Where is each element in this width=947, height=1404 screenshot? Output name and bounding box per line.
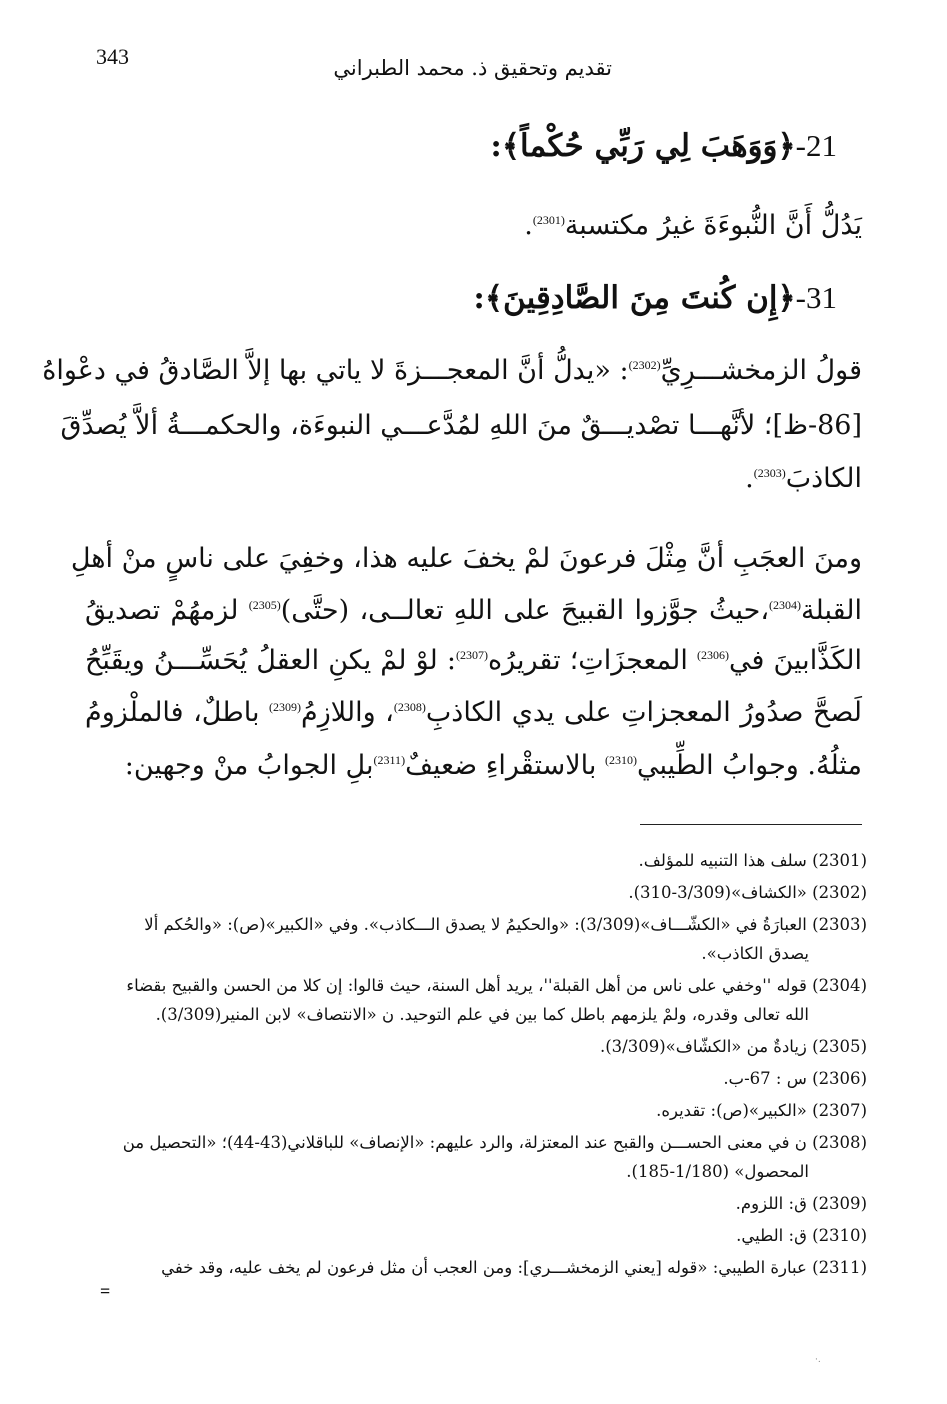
footnote-ref: (2302) bbox=[628, 358, 661, 372]
footnote-2305 bbox=[80, 1032, 867, 1061]
page-number: 343 bbox=[96, 44, 129, 69]
text: الكَذَّابينَ في bbox=[728, 645, 863, 676]
footnote-ref: (2306) bbox=[696, 648, 729, 662]
text: القبلة bbox=[801, 595, 862, 626]
text: : لوْ لمْ يكنِ العقلُ يُحَسِّـــنُ ويقَبِّحُ bbox=[85, 645, 456, 676]
footnote-text: قوله ''وخفي على ناس من أهل القبلة''، يريد أهل السنة، حيث قالوا: إن كلا من الحسن والقبيح بقضاء bbox=[126, 976, 807, 995]
text: . bbox=[745, 463, 754, 494]
footnote-text: زيادةٌ من «الكشّاف»(3/309). bbox=[599, 1037, 807, 1056]
footnote-text: «الكشاف»(3/309-310). bbox=[628, 883, 807, 902]
footnote-text: عبارة الطيبي: «قوله [يعني الزمخشـــري]: ومن العجب أن مثل فرعون لم يخف عليه، وقد خفي bbox=[161, 1258, 807, 1277]
footnote-2309 bbox=[80, 1189, 867, 1218]
footnote-ref: (2310) bbox=[604, 753, 637, 767]
footnote-number: (2311) bbox=[812, 1258, 867, 1277]
footnote-2308 bbox=[80, 1128, 867, 1186]
footnote-2306 bbox=[80, 1064, 867, 1093]
footnote-text: س : 67-ب. bbox=[723, 1069, 807, 1088]
footnote-ref: (2304) bbox=[769, 598, 802, 612]
paragraph2-line5 bbox=[125, 750, 862, 781]
footnote-text: ق: اللزوم. bbox=[735, 1194, 807, 1213]
footnote-ref: (2309) bbox=[269, 700, 301, 714]
footnote-2303 bbox=[80, 910, 867, 968]
footnote-divider bbox=[640, 824, 862, 825]
verse-number: 21- bbox=[795, 128, 837, 163]
verse-heading-31 bbox=[473, 280, 837, 316]
paragraph1-line1 bbox=[42, 355, 862, 386]
text: لَصحَّ صدُورُ المعجزاتِ على يدي الكاذبِ bbox=[425, 697, 862, 728]
footnote-2311 bbox=[80, 1253, 867, 1282]
comment-text: يَدُلُّ أَنَّ النُّبوءَةَ غيرُ مكتسبة bbox=[564, 210, 862, 241]
footnote-number: (2303) bbox=[812, 915, 867, 934]
footnote-ref: (2308) bbox=[393, 700, 426, 714]
text: ،حيثُ جوَّزوا القبيحَ على اللهِ تعالــى، (حتَّى) bbox=[280, 595, 770, 626]
paragraph2-line1: ومنَ العجَبِ أنَّ مِثْلَ فرعونَ لمْ يخفَ عليه هذا، وخفِيَ على ناسٍ منْ أهلِ bbox=[70, 543, 862, 574]
verse-number: 31- bbox=[795, 280, 837, 315]
footnote-2304 bbox=[80, 971, 867, 1029]
text: الكاذبَ bbox=[785, 463, 862, 494]
footnote-2301 bbox=[80, 846, 867, 875]
text: مثلُهُ. وجوابُ الطِّيبي bbox=[636, 750, 862, 781]
footnote-number: (2306) bbox=[812, 1069, 867, 1088]
verse-text: ﴿وَوَهَبَ لِي رَبِّي حُكْماً﴾: bbox=[490, 128, 796, 164]
footnote-number: (2309) bbox=[812, 1194, 867, 1213]
paragraph2-line4 bbox=[85, 697, 862, 728]
running-header: تقديم وتحقيق ذ. محمد الطبراني bbox=[333, 56, 612, 80]
footnote-text: العبارَةُ في «الكشّـــاف»(3/309): «والحكيمُ لا يصدق الـــكاذب». وفي «الكبير»(ص): «والحُكم ألا bbox=[144, 915, 807, 934]
footnote-text: ن في معنى الحســـن والقبح عند المعتزلة، والرد عليهم: «الإنصاف» للباقلاني(43-44)؛ «التحصيل من bbox=[122, 1133, 807, 1152]
text: المعجزَاتِ؛ تقريرُه bbox=[487, 645, 697, 676]
continuation-mark: = bbox=[100, 1281, 111, 1301]
footnote-2310 bbox=[80, 1221, 867, 1250]
comment-end: . bbox=[524, 210, 533, 241]
text: : «يدلُّ أنَّ المعجـــزةَ لا ياتي بها إلاَّ الصَّادقُ في دعْواهُ bbox=[42, 355, 629, 386]
footnote-number: (2302) bbox=[812, 883, 867, 902]
footnote-ref: (2311) bbox=[373, 753, 406, 767]
footnote-text: ق: الطيي. bbox=[736, 1226, 807, 1245]
text: ، واللازِمُ bbox=[301, 697, 394, 728]
scan-speck: ·. bbox=[815, 1355, 821, 1365]
text: قولُ الزمخشـــرِيِّ bbox=[660, 355, 862, 386]
footnote-ref: (2301) bbox=[532, 213, 565, 227]
footnote-continuation: الله تعالى وقدره، ولمْ يلزمهم باطل كما بين في علم التوحيد. ن «الانتصاف» لابن المنير(3/309). bbox=[155, 1005, 809, 1024]
footnote-number: (2304) bbox=[812, 976, 867, 995]
footnote-ref: (2303) bbox=[753, 466, 786, 480]
footnote-number: (2308) bbox=[812, 1133, 867, 1152]
footnote-number: (2307) bbox=[812, 1101, 867, 1120]
paragraph1-line2: [86-ظ]؛ لأنَّهـــا تصْديـــقٌ منَ اللهِ لمُدَّعـــي النبوءَة، والحكمـــةُ ألاَّ يُصدِّقَ bbox=[60, 410, 862, 441]
paragraph2-line3 bbox=[85, 645, 862, 676]
footnote-ref: (2307) bbox=[455, 648, 488, 662]
text: بالاستقْراءِ ضعيفٌ bbox=[405, 750, 605, 781]
text: باطلٌ، فالملْزومُ bbox=[85, 697, 269, 728]
footnote-number: (2301) bbox=[812, 851, 867, 870]
paragraph1-line3 bbox=[745, 463, 862, 494]
paragraph2-line2 bbox=[85, 595, 862, 626]
verse-text: ﴿إِن كُنتَ مِنَ الصَّادِقِينَ﴾: bbox=[473, 280, 796, 316]
footnote-continuation: يصدق الكاذب». bbox=[701, 944, 809, 963]
footnote-2307 bbox=[80, 1096, 867, 1125]
footnote-ref: (2305) bbox=[248, 598, 281, 612]
verse21-comment bbox=[524, 210, 862, 241]
footnote-2302 bbox=[80, 878, 867, 907]
verse-heading-21 bbox=[490, 128, 837, 164]
footnotes bbox=[80, 846, 867, 1285]
footnote-text: سلف هذا التنبيه للمؤلف. bbox=[638, 851, 807, 870]
text: لزمهُمْ تصديقُ bbox=[85, 595, 249, 626]
footnote-number: (2305) bbox=[812, 1037, 867, 1056]
footnote-number: (2310) bbox=[812, 1226, 867, 1245]
footnote-text: «الكبير»(ص): تقديره. bbox=[656, 1101, 807, 1120]
footnote-continuation: المحصول» (1/180-185). bbox=[626, 1162, 809, 1181]
text: بلِ الجوابُ منْ وجهين: bbox=[124, 750, 374, 781]
